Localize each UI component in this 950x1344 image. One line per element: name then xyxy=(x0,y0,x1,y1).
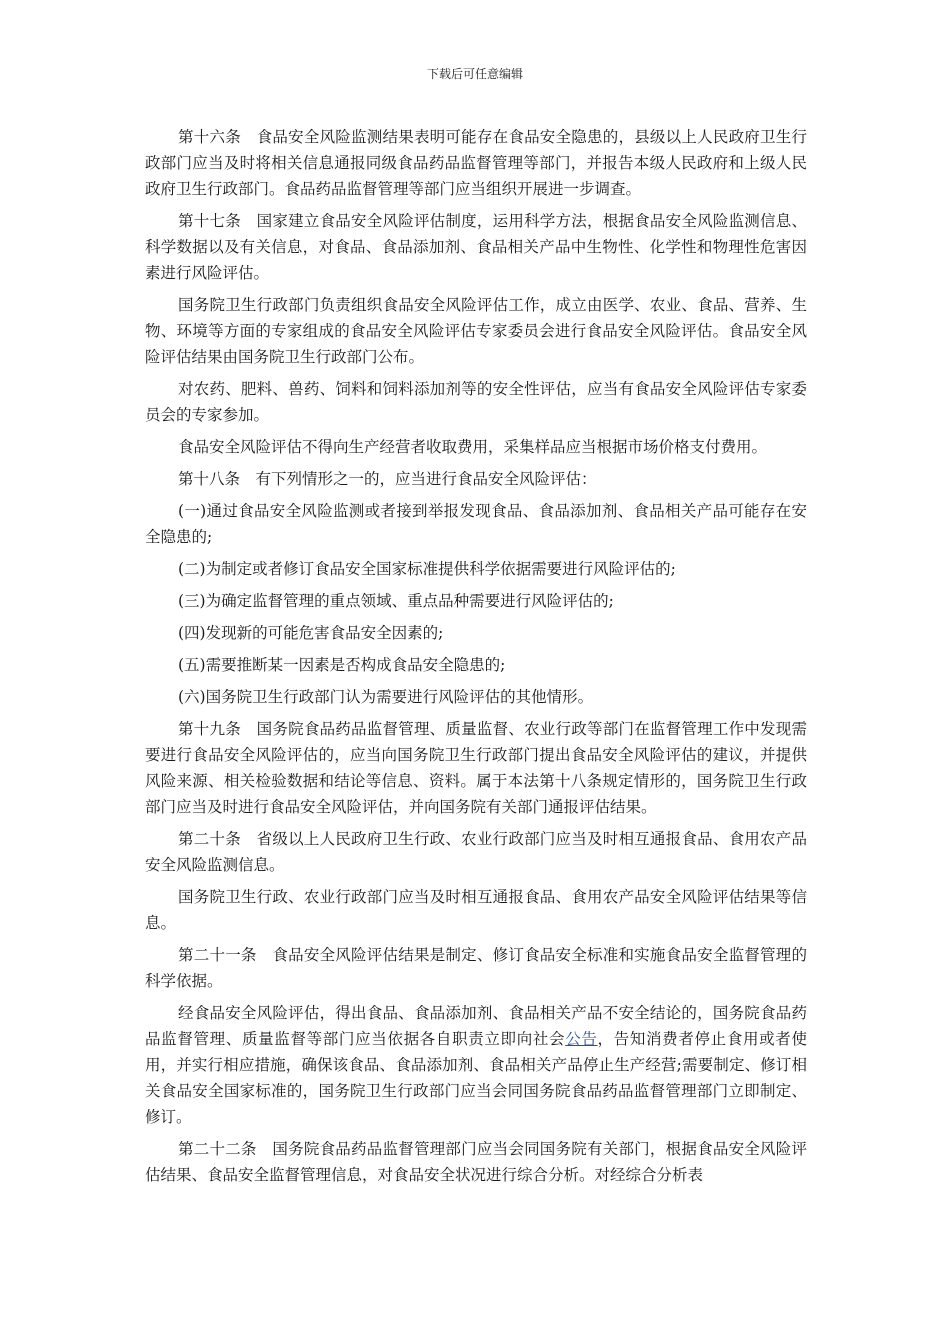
paragraph-text-before-link: 经食品安全风险评估，得出食品、食品添加剂、食品相关产品不安全结论的，国务院食品药品监督管理、质量监督等部门应当依据各自职责立即向社会 xyxy=(145,1004,807,1048)
list-item-6: (六)国务院卫生行政部门认为需要进行风险评估的其他情形。 xyxy=(178,688,594,706)
page-header: 下载后可任意编辑 xyxy=(426,67,523,81)
paragraph-article-20: 第二十条 省级以上人民政府卫生行政、农业行政部门应当及时相互通报食品、食用农产品安全风险监测信息。 xyxy=(145,830,807,874)
paragraph-article-17: 第十七条 国家建立食品安全风险评估制度，运用科学方法，根据食品安全风险监测信息、科学数据以及有关信息，对食品、食品添加剂、食品相关产品中生物性、化学性和物理性危害因素进行风险评估。 xyxy=(145,212,807,282)
paragraph-text-after-link: ，告知消费者停止食用或者使用，并实行相应措施，确保该食品、食品添加剂、食品相关产品停止生产经营;需要制定、修订相关食品安全国家标准的，国务院卫生行政部门应当会同国务院食品药品监督管理部门立即制定、修订。 xyxy=(145,1030,807,1126)
paragraph-unsafe-conclusion xyxy=(145,1000,807,1130)
list-item-2: (二)为制定或者修订食品安全国家标准提供科学依据需要进行风险评估的; xyxy=(178,560,676,578)
paragraph-article-16: 第十六条 食品安全风险监测结果表明可能存在食品安全隐患的，县级以上人民政府卫生行政部门应当及时将相关信息通报同级食品药品监督管理等部门，并报告本级人民政府和上级人民政府卫生行政部门。食品药品监督管理等部门应当组织开展进一步调查。 xyxy=(145,128,807,198)
paragraph-article-22: 第二十二条 国务院食品药品监督管理部门应当会同国务院有关部门，根据食品安全风险评估结果、食品安全监督管理信息，对食品安全状况进行综合分析。对经综合分析表 xyxy=(145,1140,807,1184)
paragraph-article-18: 第十八条 有下列情形之一的，应当进行食品安全风险评估： xyxy=(178,470,597,488)
announcement-link[interactable]: 公告 xyxy=(565,1030,598,1048)
paragraph-no-fees: 食品安全风险评估不得向生产经营者收取费用，采集样品应当根据市场价格支付费用。 xyxy=(178,438,768,456)
paragraph-pesticide-evaluation: 对农药、肥料、兽药、饲料和饲料添加剂等的安全性评估，应当有食品安全风险评估专家委员会的专家参加。 xyxy=(145,380,807,424)
paragraph-mutual-notification: 国务院卫生行政、农业行政部门应当及时相互通报食品、食用农产品安全风险评估结果等信息。 xyxy=(145,888,807,932)
paragraph-expert-committee: 国务院卫生行政部门负责组织食品安全风险评估工作，成立由医学、农业、食品、营养、生物、环境等方面的专家组成的食品安全风险评估专家委员会进行食品安全风险评估。食品安全风险评估结果由国务院卫生行政部门公布。 xyxy=(145,296,807,366)
list-item-3: (三)为确定监督管理的重点领域、重点品种需要进行风险评估的; xyxy=(178,592,614,610)
document-body xyxy=(145,124,807,1194)
list-item-5: (五)需要推断某一因素是否构成食品安全隐患的; xyxy=(178,656,506,674)
list-item-1: (一)通过食品安全风险监测或者接到举报发现食品、食品添加剂、食品相关产品可能存在安全隐患的; xyxy=(145,502,807,546)
paragraph-article-21: 第二十一条 食品安全风险评估结果是制定、修订食品安全标准和实施食品安全监督管理的科学依据。 xyxy=(145,946,807,990)
paragraph-article-19: 第十九条 国务院食品药品监督管理、质量监督、农业行政等部门在监督管理工作中发现需要进行食品安全风险评估的，应当向国务院卫生行政部门提出食品安全风险评估的建议，并提供风险来源、相关检验数据和结论等信息、资料。属于本法第十八条规定情形的，国务院卫生行政部门应当及时进行食品安全风险评估，并向国务院有关部门通报评估结果。 xyxy=(145,720,807,816)
list-item-4: (四)发现新的可能危害食品安全因素的; xyxy=(178,624,444,642)
